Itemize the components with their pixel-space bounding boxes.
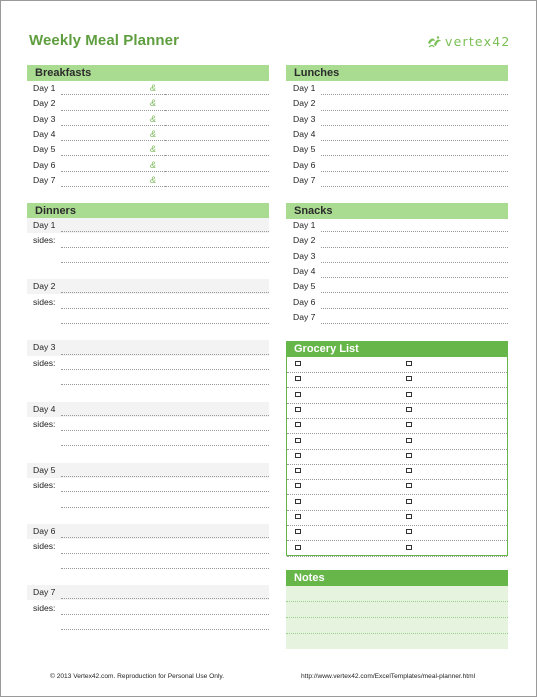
checkbox-icon[interactable] [406,514,412,519]
ampersand: & [150,113,157,124]
grocery-item[interactable] [406,404,418,416]
grocery-list-heading: Grocery List [286,341,508,357]
checkbox-icon[interactable] [406,529,412,534]
dinner-main-entry[interactable] [61,537,269,538]
day-label: Day 5 [293,281,316,292]
dinner-row [33,585,269,600]
snack-entry[interactable] [321,231,508,232]
grocery-item[interactable] [295,419,307,431]
dinner-side-row [33,371,269,386]
breakfast-row [33,127,269,142]
grocery-item[interactable] [406,419,418,431]
dinner-side-entry[interactable] [61,384,269,385]
notes-line [286,601,508,602]
day-label: Day 6 [293,159,316,170]
breakfast-entry-2[interactable] [165,171,269,172]
grocery-item[interactable] [406,389,418,401]
grocery-item[interactable] [295,358,307,370]
dinner-side-row [33,249,269,264]
grocery-item[interactable] [295,465,307,477]
vertex42-leaf-icon [426,35,442,49]
checkbox-icon[interactable] [406,376,412,381]
checkbox-icon[interactable] [295,422,301,427]
dinner-main-entry[interactable] [61,598,269,599]
grocery-item[interactable] [406,496,418,508]
sides-label: sides: [33,541,56,552]
day-label: Day 3 [293,250,316,261]
dinners-heading: Dinners [27,203,269,219]
snacks-heading: Snacks [286,203,508,219]
notes-heading: Notes [286,570,508,586]
grocery-item[interactable] [406,511,418,523]
dinner-sides-row [33,356,269,371]
dinner-row [33,463,269,478]
lunche-entry[interactable] [321,125,508,126]
grocery-line [287,556,507,557]
dinner-side-entry[interactable] [61,323,269,324]
lunche-entry[interactable] [321,155,508,156]
day-label: Day 3 [293,113,316,124]
snack-row [293,310,508,325]
lunche-row [293,81,508,96]
breakfast-entry-1[interactable] [61,140,173,141]
checkbox-icon[interactable] [295,407,301,412]
checkbox-icon[interactable] [295,545,301,550]
checkbox-icon[interactable] [406,361,412,366]
day-label: Day 7 [33,174,56,185]
breakfast-entry-2[interactable] [165,125,269,126]
dinner-sides-row [33,478,269,493]
lunche-row [293,142,508,157]
day-label: Day 7 [293,311,316,322]
grocery-item[interactable] [295,542,307,554]
dinner-row [33,218,269,233]
checkbox-icon[interactable] [406,468,412,473]
grocery-item[interactable] [295,480,307,492]
dinner-main-entry[interactable] [61,415,269,416]
checkbox-icon[interactable] [295,376,301,381]
dinner-side-row [33,555,269,570]
day-label: Day 1 [293,220,316,230]
day-label: Day 3 [33,342,56,353]
notes-line [286,617,508,618]
sides-label: sides: [33,235,56,246]
snack-row [293,218,508,233]
dinner-side-row [33,616,269,631]
grocery-list-box [286,341,508,556]
grocery-line [287,403,507,404]
day-label: Day 4 [293,128,316,139]
grocery-line [287,418,507,419]
day-label: Day 7 [33,587,56,598]
dinner-row [33,402,269,417]
logo-text: vertex42 [445,34,511,49]
grocery-line [287,449,507,450]
dinner-row [33,279,269,294]
checkbox-icon[interactable] [406,499,412,504]
breakfast-entry-2[interactable] [165,94,269,95]
day-label: Day 6 [33,159,56,170]
snack-entry[interactable] [321,262,508,263]
breakfast-entry-2[interactable] [165,110,269,111]
notes-area[interactable] [286,586,508,649]
checkbox-icon[interactable] [295,438,301,443]
breakfast-row [33,173,269,188]
grocery-item[interactable] [295,389,307,401]
snack-row [293,295,508,310]
dinner-side-entry[interactable] [61,445,269,446]
grocery-item[interactable] [406,480,418,492]
snack-entry[interactable] [321,277,508,278]
sides-label: sides: [33,602,56,613]
grocery-line [287,494,507,495]
dinner-side-entry[interactable] [61,369,269,370]
grocery-item[interactable] [295,404,307,416]
grocery-line [287,540,507,541]
lunche-entry[interactable] [321,140,508,141]
checkbox-icon[interactable] [406,453,412,458]
dinner-side-entry[interactable] [61,430,269,431]
snack-entry[interactable] [321,247,508,248]
day-label: Day 7 [293,174,316,185]
lunche-entry[interactable] [321,171,508,172]
sides-label: sides: [33,357,56,368]
checkbox-icon[interactable] [295,468,301,473]
ampersand: & [150,83,157,93]
day-label: Day 4 [33,403,56,414]
dinner-side-entry[interactable] [61,308,269,309]
lunches-heading: Lunches [286,65,508,81]
checkbox-icon[interactable] [406,392,412,397]
checkbox-icon[interactable] [406,483,412,488]
lunche-row [293,173,508,188]
checkbox-icon[interactable] [406,438,412,443]
dinner-row [33,340,269,355]
checkbox-icon[interactable] [295,392,301,397]
lunche-row [293,112,508,127]
dinner-side-row [33,493,269,508]
checkbox-icon[interactable] [406,545,412,550]
dinner-sides-row [33,601,269,616]
dinner-sides-row [33,233,269,248]
grocery-item[interactable] [295,496,307,508]
grocery-item[interactable] [406,435,418,447]
breakfast-entry-1[interactable] [61,171,173,172]
grocery-line [287,372,507,373]
breakfast-entry-1[interactable] [61,94,173,95]
lunche-entry[interactable] [321,94,508,95]
breakfast-row [33,81,269,96]
lunche-entry[interactable] [321,186,508,187]
grocery-line [287,387,507,388]
dinner-side-entry[interactable] [61,629,269,630]
day-label: Day 1 [33,220,56,230]
day-label: Day 2 [293,235,316,246]
grocery-line [287,433,507,434]
day-label: Day 2 [293,98,316,109]
dinner-main-entry[interactable] [61,476,269,477]
dinner-row [33,524,269,539]
lunche-row [293,158,508,173]
dinner-sides-row [33,539,269,554]
checkbox-icon[interactable] [295,483,301,488]
ampersand: & [150,98,157,109]
day-label: Day 4 [33,128,56,139]
dinner-side-entry[interactable] [61,262,269,263]
sides-label: sides: [33,418,56,429]
dinner-side-entry[interactable] [61,614,269,615]
snack-row [293,249,508,264]
grocery-line [287,525,507,526]
day-label: Day 6 [293,296,316,307]
checkbox-icon[interactable] [295,499,301,504]
snack-row [293,279,508,294]
snack-row [293,233,508,248]
ampersand: & [150,174,157,185]
dinner-side-entry[interactable] [61,491,269,492]
checkbox-icon[interactable] [295,514,301,519]
grocery-item[interactable] [406,450,418,462]
day-label: Day 2 [33,281,56,292]
snack-entry[interactable] [321,292,508,293]
grocery-item[interactable] [406,465,418,477]
dinner-side-entry[interactable] [61,553,269,554]
day-label: Day 4 [293,265,316,276]
breakfast-entry-1[interactable] [61,186,173,187]
checkbox-icon[interactable] [295,453,301,458]
ampersand: & [150,159,157,170]
breakfast-row [33,158,269,173]
dinner-side-entry[interactable] [61,247,269,248]
footer-url[interactable]: http://www.vertex42.com/ExcelTemplates/meal-planner.html [301,673,476,680]
day-label: Day 6 [33,526,56,536]
ampersand: & [150,128,157,139]
breakfast-row [33,96,269,111]
grocery-line [287,464,507,465]
lunche-row [293,127,508,142]
grocery-line [287,510,507,511]
grocery-item[interactable] [295,511,307,523]
lunche-row [293,96,508,111]
checkbox-icon[interactable] [295,529,301,534]
snack-row [293,264,508,279]
grocery-item[interactable] [295,435,307,447]
lunche-entry[interactable] [321,110,508,111]
dinner-side-row [33,310,269,325]
breakfast-entry-2[interactable] [165,186,269,187]
snack-entry[interactable] [321,323,508,324]
checkbox-icon[interactable] [406,422,412,427]
notes-line [286,633,508,634]
day-label: Day 2 [33,98,56,109]
grocery-item[interactable] [295,526,307,538]
day-label: Day 5 [33,144,56,155]
dinner-sides-row [33,295,269,310]
grocery-item[interactable] [295,373,307,385]
dinner-main-entry[interactable] [61,231,269,232]
dinner-side-entry[interactable] [61,568,269,569]
breakfast-row [33,142,269,157]
checkbox-icon[interactable] [295,361,301,366]
grocery-item[interactable] [406,542,418,554]
grocery-item[interactable] [406,358,418,370]
day-label: Day 5 [33,464,56,475]
dinner-side-entry[interactable] [61,507,269,508]
breakfast-entry-1[interactable] [61,155,173,156]
ampersand: & [150,144,157,155]
day-label: Day 5 [293,144,316,155]
dinner-main-entry[interactable] [61,292,269,293]
page-title: Weekly Meal Planner [29,32,180,49]
grocery-item[interactable] [406,526,418,538]
day-label: Day 3 [33,113,56,124]
dinner-sides-row [33,417,269,432]
sides-label: sides: [33,296,56,307]
dinner-main-entry[interactable] [61,354,269,355]
vertex42-logo [426,34,511,49]
breakfast-entry-2[interactable] [165,155,269,156]
grocery-line [287,479,507,480]
dinner-side-row [33,432,269,447]
day-label: Day 1 [33,83,56,93]
breakfast-row [33,112,269,127]
grocery-item[interactable] [406,373,418,385]
breakfast-entry-1[interactable] [61,125,173,126]
grocery-item[interactable] [295,450,307,462]
breakfast-entry-2[interactable] [165,140,269,141]
checkbox-icon[interactable] [406,407,412,412]
breakfast-entry-1[interactable] [61,110,173,111]
sides-label: sides: [33,480,56,491]
breakfasts-heading: Breakfasts [27,65,269,81]
footer-copyright: © 2013 Vertex42.com. Reproduction for Personal Use Only. [50,673,225,680]
snack-entry[interactable] [321,308,508,309]
day-label: Day 1 [293,83,316,93]
